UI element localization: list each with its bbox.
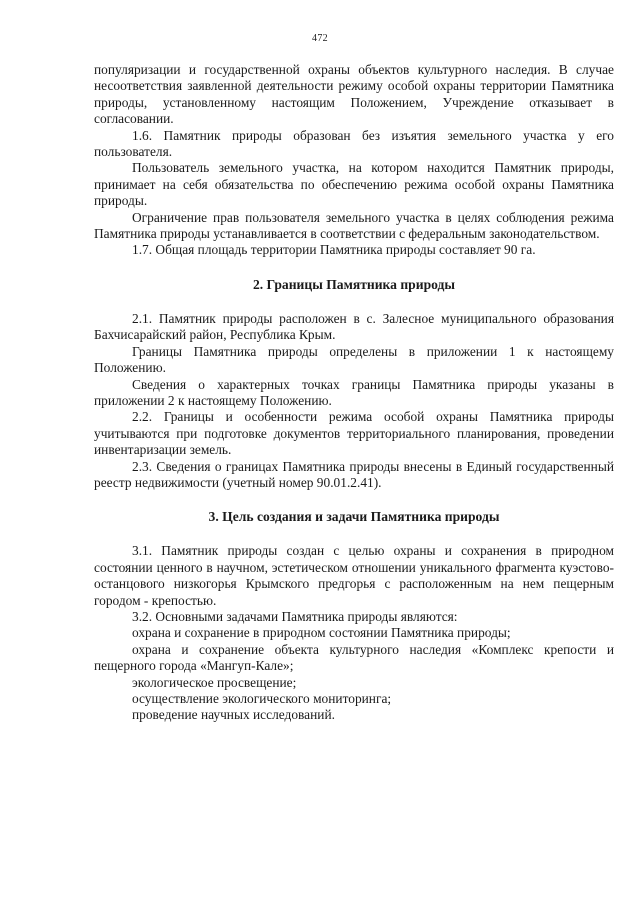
document-body xyxy=(94,62,614,724)
paragraph: 1.7. Общая площадь территории Памятника природы составляет 90 га. xyxy=(132,242,536,258)
paragraph: Пользователь земельного участка, на котором находится Памятник природы, принимает на себя обязательства по обеспечению режима особой охраны Памятника природы. xyxy=(94,160,614,209)
paragraph: Сведения о характерных точках границы Памятника природы указаны в приложении 2 к настоящему Положению. xyxy=(94,376,614,408)
list-item: проведение научных исследований. xyxy=(132,707,335,723)
paragraph: охрана и сохранение в природном состоянии Памятника природы; xyxy=(132,625,511,641)
list-item: экологическое просвещение; xyxy=(132,674,297,690)
paragraph: 3.2. Основными задачами Памятника природы являются: xyxy=(132,608,458,624)
section-heading-boundaries: 2. Границы Памятника природы xyxy=(252,276,456,292)
paragraph: 2.3. Сведения о границах Памятника природы внесены в Единый государственный реестр недвижимости (учетный номер 90.01.2.41). xyxy=(94,458,614,490)
paragraph: 2.1. Памятник природы расположен в с. Залесное муниципального образования Бахчисарайский район, Республика Крым. xyxy=(94,310,614,343)
paragraph: охрана и сохранение объекта культурного наследия «Комплекс крепости и пещерного города «Мангуп-Кале»; xyxy=(94,641,614,674)
paragraph: 3.1. Памятник природы создан с целью охраны и сохранения в природном состоянии ценного в научном, эстетическом отношении уникального фрагмента куэстово-останцового низкогорья Крымского предгорья с расположенным на нем пещерным городом - крепостью. xyxy=(94,543,614,608)
list-item: осуществление экологического мониторинга; xyxy=(132,691,392,706)
section-heading-goals: 3. Цель создания и задачи Памятника природы xyxy=(208,509,500,525)
paragraph: Ограничение прав пользователя земельного участка в целях соблюдения режима Памятника природы устанавливается в соответствии с федеральным законодательством. xyxy=(94,209,614,242)
paragraph: популяризации и государственной охраны объектов культурного наследия. В случае несоответствия заявленной деятельности режиму особой охраны территории Памятника природы, установленному настоящим Положением, Учреждение отказывает в согласовании. xyxy=(94,62,614,127)
paragraph: Границы Памятника природы определены в приложении 1 к настоящему Положению. xyxy=(94,343,614,376)
paragraph: 1.6. Памятник природы образован без изъятия земельного участка у его пользователя. xyxy=(94,127,614,160)
paragraph: 2.2. Границы и особенности режима особой охраны Памятника природы учитываются при подготовке документов территориального планирования, проведении инвентаризации земель. xyxy=(94,409,614,458)
page-number: 472 xyxy=(312,33,328,44)
